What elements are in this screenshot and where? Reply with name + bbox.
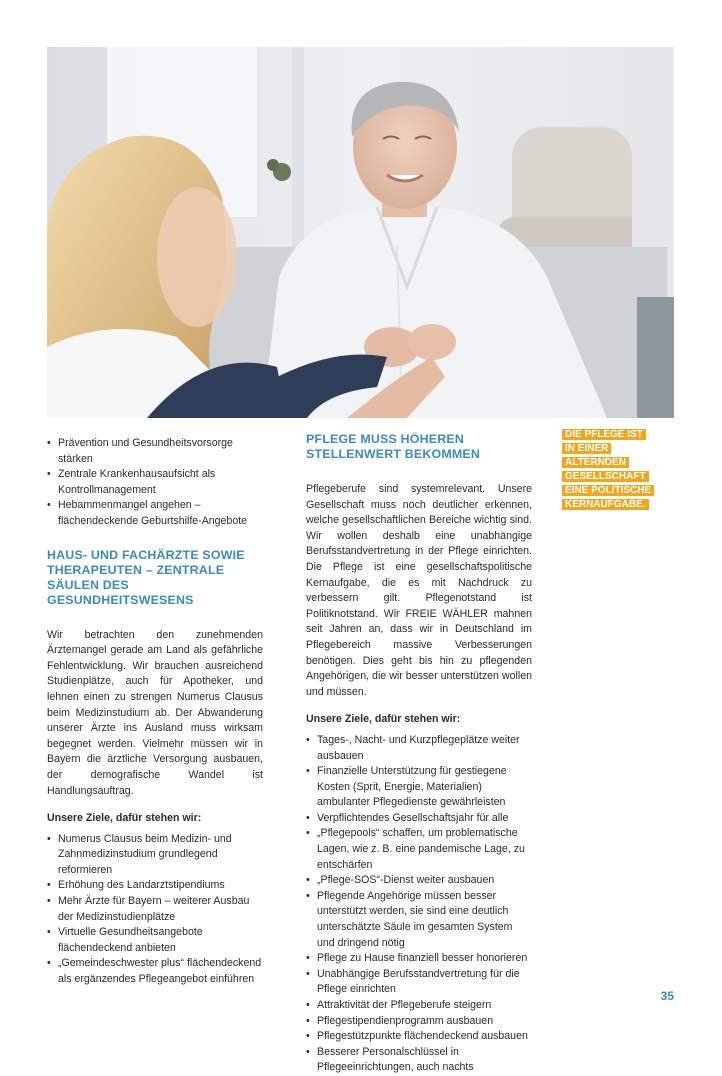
- list-item: • Besserer Personalschlüssel in Pflegeeinrichtungen, auch nachts: [306, 1045, 532, 1076]
- list-item: • Zentrale Krankenhausaufsicht als Kontrollmanagement: [47, 467, 263, 498]
- pull-quote-text: DIE PFLEGE IST IN EINER ALTERNDEN GESELLSCHAFT EINE POLITISCHE KERNAUFGABE.: [562, 429, 654, 510]
- list-item: • Tages-, Nacht- und Kurzpflegeplätze weiter ausbauen: [306, 733, 532, 764]
- list-item: • Prävention und Gesundheitsvorsorge stärken: [47, 436, 263, 467]
- goals-bullet-list: [47, 832, 263, 988]
- page-number: 35: [660, 989, 674, 1003]
- middle-column: [306, 432, 532, 1076]
- body-paragraph: Pflegeberufe sind systemrelevant. Unsere Gesellschaft muss noch deutlicher erkennen, welche gesellschaftlichen Bereiche wichtig sind. Wir wollen deshalb eine unabhängige Berufsstandvertretung in der Pflege einrichten. Die Pflege ist eine gesellschaftspolitische Kernaufgabe, die es mit Nachdruck zu verbessern gilt. Pflegenotstand ist Politiknotstand. Wir FREIE WÄHLER mahnen seit Jahren an, dass wir in Deutschland im Pflegebereich massive Verbesserungen benötigen. Dies geht bis hin zu pflegenden Angehörigen, die wir besser unterstützen wollen und müssen.: [306, 483, 532, 698]
- list-item: • Unabhängige Berufsstandvertretung für die Pflege einrichten: [306, 967, 532, 998]
- list-item: • Virtuelle Gesundheitsangebote flächendeckend anbieten: [47, 925, 263, 956]
- list-item: • Pflegestipendienprogramm ausbauen: [306, 1014, 532, 1030]
- list-item: • Pflegende Angehörige müssen besser unterstützt werden, sie sind eine deutlich unterschätzte Säule im gesamten System und dringend nötig: [306, 889, 532, 951]
- list-item: • Pflegestützpunkte flächendeckend ausbauen: [306, 1029, 532, 1045]
- goals-subheading: Unsere Ziele, dafür stehen wir:: [306, 713, 461, 726]
- list-item: • Pflege zu Hause finanziell besser honorieren: [306, 951, 532, 967]
- body-paragraph: Wir betrachten den zunehmenden Ärztemangel gerade am Land als gefährliche Fehlentwicklung. Wir brauchen ausreichend Studienplätze, auch für Apotheker, und lehnen einen zu strengen Numerus Clausus beim Medizinstudium ab. Der Abwanderung unserer Ärzte ins Ausland muss wirksam begegnet werden. Vielmehr müssen wir in Bayern die ärztliche Versorgung ausbauen, der demografische Wandel ist Handlungsauftrag.: [47, 628, 263, 797]
- list-item: • Finanzielle Unterstützung für gestiegene Kosten (Sprit, Energie, Materialien) ambulanter Pflegedienste gewährleisten: [306, 764, 532, 811]
- goals-bullet-list: [306, 733, 532, 1076]
- list-item: • „Pflegepools“ schaffen, um problematische Lagen, wie z. B. eine pandemische Lage, zu entschärfen: [306, 826, 532, 873]
- intro-bullet-list: [47, 436, 263, 530]
- section-heading-aerzte: HAUS- UND FACHÄRZTE SOWIE THERAPEUTEN – ZENTRALE SÄULEN DES GESUNDHEITSWESENS: [47, 547, 245, 607]
- section-heading-pflege: PFLEGE MUSS HÖHEREN STELLENWERT BEKOMMEN: [306, 432, 481, 461]
- hero-photo: [47, 47, 674, 418]
- left-column: [47, 436, 263, 988]
- photo-elderly-woman-caregiver-icon: [47, 47, 674, 418]
- list-item: • Numerus Clausus beim Medizin- und Zahnmedizinstudium grundlegend reformieren: [47, 832, 263, 879]
- list-item: • Verpflichtendes Gesellschaftsjahr für alle: [306, 811, 532, 827]
- pull-quote-callout: [562, 428, 652, 512]
- list-item: • Attraktivität der Pflegeberufe steigern: [306, 998, 532, 1014]
- list-item: • Erhöhung des Landarztstipendiums: [47, 878, 263, 894]
- goals-subheading: Unsere Ziele, dafür stehen wir:: [47, 812, 202, 825]
- list-item: • Hebammenmangel angehen – flächendeckende Geburtshilfe-Angebote: [47, 498, 263, 529]
- list-item: • „Pflege-SOS“-Dienst weiter ausbauen: [306, 873, 532, 889]
- list-item: • Mehr Ärzte für Bayern – weiterer Ausbau der Medizinstudienplätze: [47, 894, 263, 925]
- list-item: • „Gemeindeschwester plus“ flächendeckend als ergänzendes Pflegeangebot einführen: [47, 956, 263, 987]
